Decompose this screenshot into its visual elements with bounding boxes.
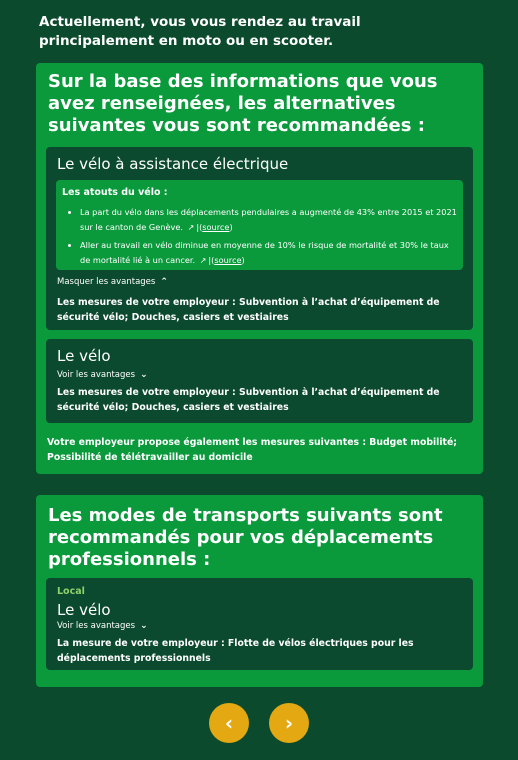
recommendations-panel [36,63,483,474]
chevron-up-icon: ⌃ [160,277,168,287]
professional-panel [36,495,483,687]
chevron-down-icon: ⌄ [140,370,148,380]
bike-title: Le vélo [57,347,111,365]
chevron-right-icon: › [284,711,294,735]
intro-text: Actuellement, vous vous rendez au travail principalement en moto ou en scooter. [39,14,361,49]
show-advantages-toggle[interactable] [57,369,148,381]
professional-bike-title: Le vélo [57,601,111,619]
show-advantages-toggle[interactable] [57,620,148,632]
show-advantages-label: Voir les avantages [57,370,136,380]
show-advantages-label: Voir les avantages [57,621,136,631]
next-button[interactable] [269,703,309,743]
recommendations-title: Sur la base des informations que vous avez renseignées, les alternatives suivantes vous sont recommandées : [48,71,438,136]
employer-measures: La mesure de votre employeur : Flotte de vélos électriques pour les déplacements professionnels [57,638,414,664]
atouts-title: Les atouts du vélo : [62,187,168,198]
atouts-box [56,180,463,270]
ebike-card [46,147,473,330]
employer-measures: Les mesures de votre employeur : Subvention à l’achat d’équipement de sécurité vélo; Douches, casiers et vestiaires [57,387,440,413]
list-item: • Aller au travail en vélo diminue en moyenne de 10% le risque de mortalité et 30% le taux de mortalité lié à un cancer. ↗ |(source) [80,238,457,268]
employer-measures: Les mesures de votre employeur : Subvention à l’achat d’équipement de sécurité vélo; Douches, casiers et vestiaires [57,297,440,323]
atout-text: La part du vélo dans les déplacements pendulaires a augmenté de 43% entre 2015 et 2021 sur le canton de Genève. [80,207,457,232]
chevron-down-icon: ⌄ [140,621,148,631]
additional-measures: Votre employeur propose également les mesures suivantes : Budget mobilité; Possibilité de télétravailler au domicile [47,437,458,463]
bike-card [46,339,473,423]
atout-text: Aller au travail en vélo diminue en moyenne de 10% le risque de mortalité et 30% le taux de mortalité lié à un cancer. [80,240,449,265]
source-link[interactable]: source [214,255,242,265]
professional-title: Les modes de transports suivants sont recommandés pour vos déplacements professionnels : [48,505,443,570]
chevron-left-icon: ‹ [224,711,234,735]
hide-advantages-label: Masquer les avantages [57,277,156,287]
atouts-list [62,205,457,268]
external-link-icon: ↗ [199,256,207,265]
hide-advantages-toggle[interactable] [57,276,168,288]
list-item: • La part du vélo dans les déplacements pendulaires a augmenté de 43% entre 2015 et 2021 sur le canton de Genève. ↗ |(source) [80,205,457,235]
external-link-icon: ↗ [187,223,195,232]
source-link[interactable]: source [202,222,230,232]
professional-bike-card [46,578,473,670]
local-tag: Local [57,586,85,597]
previous-button[interactable] [209,703,249,743]
ebike-title: Le vélo à assistance électrique [57,155,289,173]
